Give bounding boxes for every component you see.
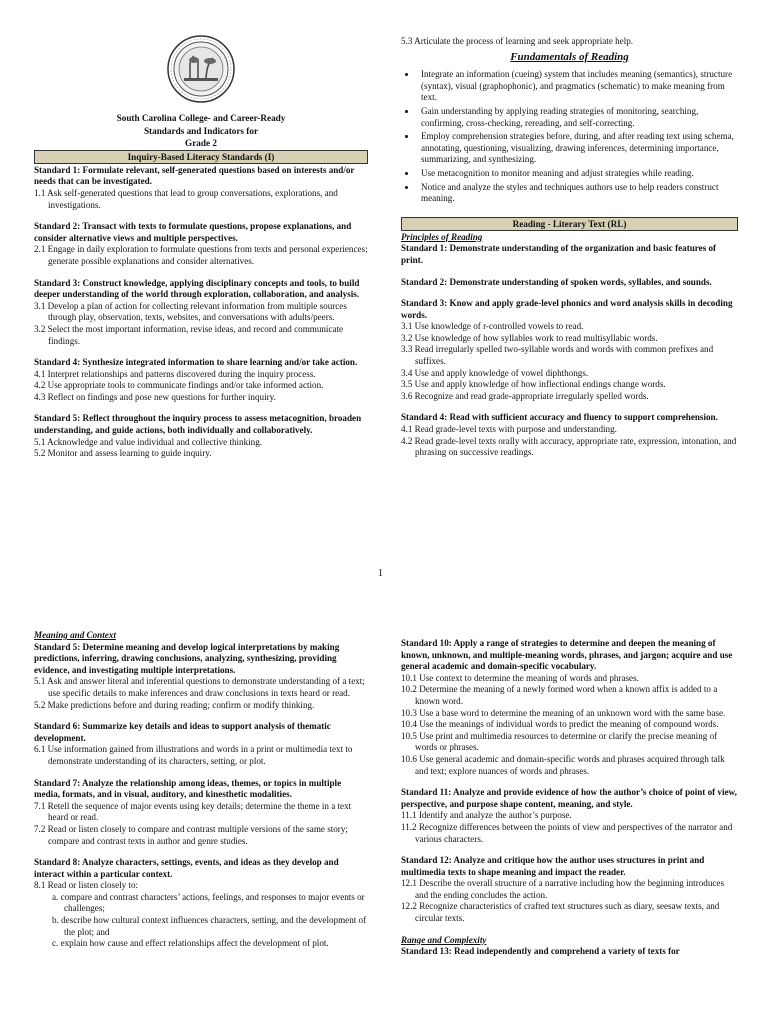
- list-item: • Integrate an information (cueing) system that includes meaning (semantics), structure (syntax), visual (graphophonic), and pragmatics (schematic) to make meaning from text.: [417, 69, 738, 104]
- indicator: 8.1 Read or listen closely to:: [34, 880, 139, 891]
- standard-block: [401, 638, 738, 777]
- section-band-inquiry: Inquiry-Based Literacy Standards (I): [34, 150, 368, 164]
- indicator: 10.4 Use the meanings of individual words to predict the meaning of compound words.: [401, 719, 719, 730]
- indicator: 10.3 Use a base word to determine the meaning of an unknown word with the same base.: [401, 707, 726, 718]
- page2-right-column: [401, 638, 738, 958]
- indicator: 10.5 Use print and multimedia resources to determine or clarify the precise meaning of words or phrases.: [401, 730, 718, 753]
- standard-block: [34, 221, 368, 267]
- fundamentals-list: [401, 69, 738, 205]
- indicator: 5.2 Monitor and assess learning to guide inquiry.: [34, 448, 212, 459]
- standard-block: [34, 857, 368, 950]
- page2-left-column: [34, 630, 368, 960]
- subsection-heading: Principles of Reading: [401, 231, 483, 242]
- standard-heading: Standard 10: Apply a range of strategies to determine and deepen the meaning of known, unknown, and multiple-meaning words, phrases, and jargon; acquire and use general academic and domain-specific vocabulary.: [401, 638, 733, 672]
- standard-heading: Standard 2: Demonstrate understanding of spoken words, syllables, and sounds.: [401, 276, 712, 287]
- list-item: • Gain understanding by applying reading strategies of monitoring, searching, confirming, cross-checking, rereading, and self-correcting.: [417, 106, 738, 129]
- section-band-literary: Reading - Literary Text (RL): [401, 217, 738, 231]
- standard-heading: Standard 11: Analyze and provide evidence of how the author’s choice of point of view, perspective, and purpose shape content, meaning, and style.: [401, 787, 737, 809]
- standard-heading: Standard 1: Demonstrate understanding of the organization and basic features of print.: [401, 243, 717, 265]
- sub-indicator: a. compare and contrast characters’ actions, feelings, and responses to major events or challenges;: [52, 891, 365, 914]
- indicator: 12.2 Recognize characteristics of crafted text structures such as diary, seesaw texts, and circular texts.: [401, 901, 720, 924]
- standard-block: [34, 357, 368, 403]
- indicator: 11.2 Recognize differences between the points of view and perspectives of the narrator and various characters.: [401, 821, 733, 844]
- indicator: 7.1 Retell the sequence of major events using key details; determine the theme in a text heard or read.: [34, 800, 352, 823]
- indicator: 10.2 Determine the meaning of a newly formed word when a known affix is added to a known word.: [401, 684, 718, 706]
- indicator: 5.2 Make predictions before and during reading; confirm or modify thinking.: [34, 699, 315, 710]
- indicator: 10.6 Use general academic and domain-specific words and phrases acquired through talk and text; explore nuances of words and phrases.: [401, 753, 725, 776]
- subsection-heading: Range and Complexity: [401, 934, 487, 945]
- document-title: [34, 112, 368, 150]
- title-line-2: Standards and Indicators for: [143, 125, 259, 136]
- indicator: 12.1 Describe the overall structure of a narrative including how the beginning introduces and the ending concludes the action.: [401, 878, 724, 900]
- indicator: 3.1 Use knowledge of r-controlled vowels to read.: [401, 321, 584, 332]
- indicator: 5.3 Articulate the process of learning and seek appropriate help.: [401, 36, 634, 46]
- indicator: 5.1 Ask and answer literal and inferential questions to demonstrate understanding of a text; use specific details to make inferences and draw conclusions in texts heard or read.: [34, 676, 365, 698]
- standard-block: [401, 243, 738, 266]
- standard-block: [34, 278, 368, 348]
- indicator: 3.1 Develop a plan of action for collecting relevant information from multiple sources through play, observation, texts, websites, and conversations with adults/peers.: [34, 300, 347, 323]
- indicator: 4.1 Interpret relationships and patterns discovered during the inquiry process.: [34, 368, 316, 379]
- indicator: 11.1 Identify and analyze the author’s purpose.: [401, 810, 572, 821]
- subsection-heading: Meaning and Context: [34, 630, 116, 640]
- standard-heading: Standard 3: Know and apply grade-level phonics and word analysis skills in decoding words.: [401, 298, 733, 320]
- standard-heading: Standard 13: Read independently and comprehend a variety of texts for: [401, 946, 680, 957]
- standard-block: [401, 787, 738, 845]
- standard-heading: Standard 5: Reflect throughout the inquiry process to assess metacognition, broaden understanding, and guide actions, both individually and collaboratively.: [34, 413, 362, 436]
- standard-heading: Standard 8: Analyze characters, settings, events, and ideas as they develop and interact within a particular context.: [34, 857, 339, 879]
- list-item: • Use metacognition to monitor meaning and adjust strategies while reading.: [417, 168, 738, 180]
- title-line-1: South Carolina College- and Career-Ready: [116, 113, 286, 123]
- standard-block: [34, 778, 368, 848]
- standard-heading: Standard 7: Analyze the relationship among ideas, themes, or topics in multiple media, formats, and in visual, auditory, and kinesthetic modalities.: [34, 777, 342, 800]
- standard-block: [34, 165, 368, 211]
- indicator: 3.2 Select the most important information, revise ideas, and record and communicate findings.: [34, 323, 344, 346]
- standard-block: [401, 298, 738, 402]
- page-number: 1: [378, 568, 383, 579]
- standard-heading: Standard 5: Determine meaning and develop logical interpretations by making predictions, inferring, drawing conclusions, analyzing, synthesizing, providing evidence, and investigating multiple interpretations.: [34, 641, 340, 675]
- standard-heading: Standard 12: Analyze and critique how the author uses structures in print and multimedia texts to shape meaning and impact the reader.: [401, 855, 705, 877]
- standard-block: [34, 642, 368, 712]
- state-seal-image: [166, 34, 236, 104]
- indicator: 1.1 Ask self-generated questions that lead to group conversations, explorations, and investigations.: [34, 187, 338, 210]
- indicator: 4.2 Use appropriate tools to communicate findings and/or take informed action.: [34, 380, 324, 391]
- fundamentals-heading: Fundamentals of Reading: [510, 50, 629, 63]
- indicator: 3.2 Use knowledge of how syllables work to read multisyllabic words.: [401, 332, 658, 343]
- indicator: 7.2 Read or listen closely to compare and contrast multiple versions of the same story; compare and contrast texts in author and genre studies.: [34, 823, 348, 846]
- indicator: 5.1 Acknowledge and value individual and collective thinking.: [34, 436, 263, 447]
- indicator: 10.1 Use context to determine the meaning of words and phrases.: [401, 672, 639, 683]
- indicator: 3.6 Recognize and read grade-appropriate irregularly spelled words.: [401, 390, 649, 401]
- indicator: 4.2 Read grade-level texts orally with accuracy, appropriate rate, expression, intonation, and phrasing on successive readings.: [401, 435, 737, 458]
- list-item: • Employ comprehension strategies before, during, and after reading text using schema, annotating, questioning, visualizing, drawing inferences, determining importance, summarizing, and synthesizing.: [417, 131, 738, 166]
- standard-heading: Standard 1: Formulate relevant, self-generated questions based on interests and/or needs that can be investigated.: [34, 164, 355, 187]
- indicator: 2.1 Engage in daily exploration to formulate questions from texts and personal experiences; generate possible explanations and consider alternatives.: [34, 244, 368, 266]
- indicator: 3.4 Use and apply knowledge of vowel diphthongs.: [401, 367, 589, 378]
- sub-indicator: c. explain how cause and effect relationships affect the development of plot.: [52, 938, 329, 949]
- standard-heading: Standard 4: Synthesize integrated information to share learning and/or take action.: [34, 357, 358, 368]
- page-2: [0, 590, 768, 1024]
- sub-indicator: b. describe how cultural context influences characters, setting, and the development of the plot; and: [52, 915, 367, 937]
- list-item: • Notice and analyze the styles and techniques authors use to help readers construct meaning.: [417, 182, 738, 205]
- page1-left-column: [34, 34, 368, 470]
- title-line-3: Grade 2: [185, 138, 217, 149]
- standard-heading: Standard 4: Read with sufficient accuracy and fluency to support comprehension.: [401, 412, 718, 423]
- standard-block: [401, 412, 738, 458]
- standard-heading: Standard 3: Construct knowledge, applying disciplinary concepts and tools, to build deeper understanding of the world through exploration, collaboration, and analysis.: [34, 277, 360, 300]
- indicator: 4.1 Read grade-level texts with purpose and understanding.: [401, 424, 617, 435]
- standard-block: [401, 855, 738, 925]
- standard-heading: Standard 2: Transact with texts to formulate questions, propose explanations, and consider alternative views and multiple perspectives.: [34, 221, 352, 243]
- standard-block: [34, 413, 368, 459]
- standard-block: [34, 721, 368, 767]
- standard-heading: Standard 6: Summarize key details and ideas to support analysis of thematic development.: [34, 721, 331, 743]
- page1-right-column: [401, 36, 738, 469]
- indicator: 4.3 Reflect on findings and pose new questions for further inquiry.: [34, 391, 276, 402]
- indicator: 3.5 Use and apply knowledge of how inflectional endings change words.: [401, 379, 666, 390]
- indicator: 6.1 Use information gained from illustrations and words in a print or multimedia text to demonstrate understanding of its characters, setting, or plot.: [34, 744, 353, 766]
- standard-block: [401, 277, 738, 289]
- indicator: 3.3 Read irregularly spelled two-syllable words and words with common prefixes and suffixes.: [401, 344, 714, 367]
